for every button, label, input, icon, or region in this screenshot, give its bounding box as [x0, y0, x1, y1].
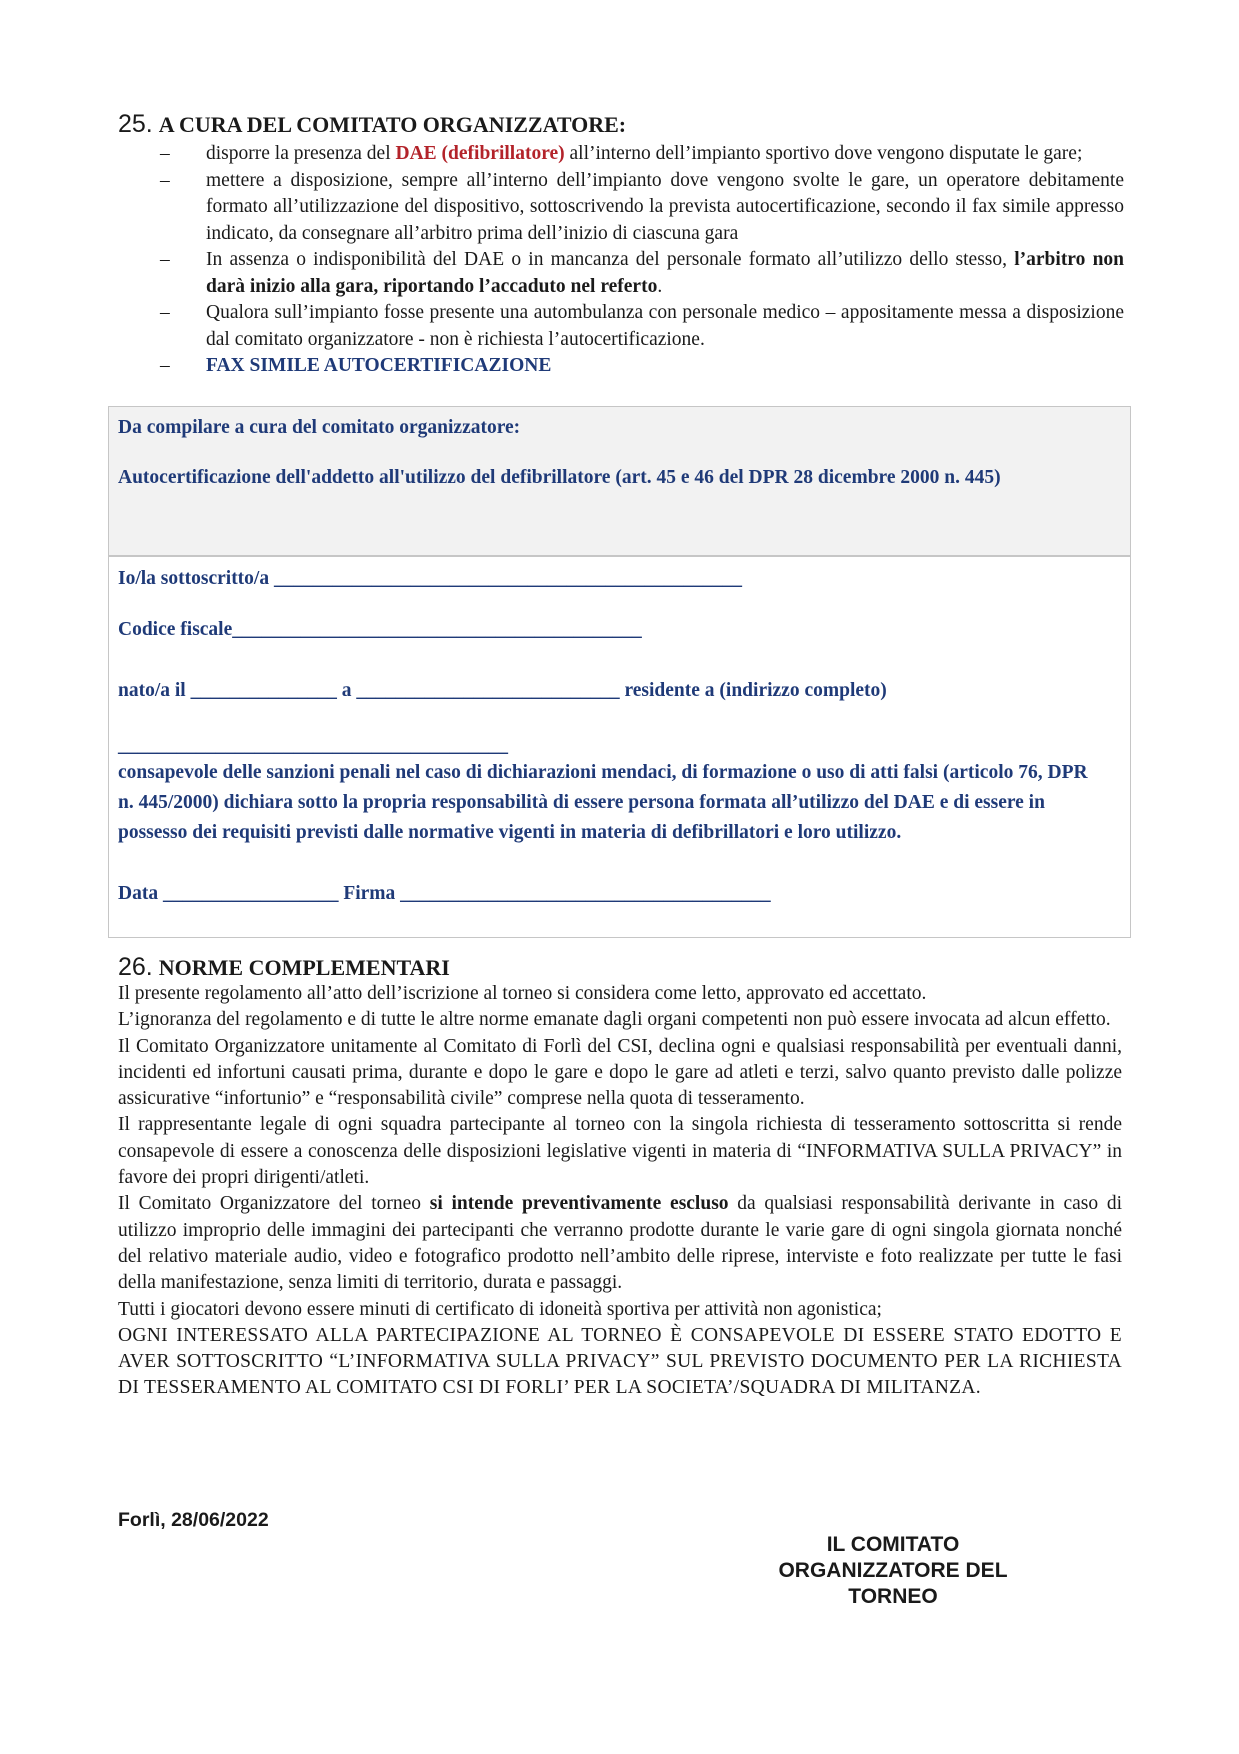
dae-highlight: DAE (defibrillatore) [395, 143, 565, 164]
bullet-dash: – [160, 302, 170, 323]
section-26-title: NORME COMPLEMENTARI [158, 955, 450, 980]
bullet-dash: – [160, 143, 170, 164]
section-25-bullet-list [160, 141, 1124, 380]
section-25-heading [118, 110, 626, 139]
paragraph: Il presente regolamento all’atto dell’iscrizione al torneo si considera come letto, approvato ed accettato. [118, 983, 927, 1004]
form-declaration: consapevole delle sanzioni penali nel caso di dichiarazioni mendaci, di formazione o uso di atti falsi (articolo 76, DPR n. 445/2000) dichiara sotto la propria responsabilità di essere persona formata all’utilizzo del DAE e di essere in possesso dei requisiti previsti dalle normative vigenti in materia di defibrillatori e loro utilizzo. [118, 762, 1088, 843]
fax-simile-heading: FAX SIMILE AUTOCERTIFICAZIONE [206, 355, 552, 376]
signature-line-3: TORNEO [848, 1585, 938, 1608]
paragraph: Il Comitato Organizzatore unitamente al Comitato di Forlì del CSI, declina ogni e qualsiasi responsabilità per eventuali danni, incidenti ed infortuni causati prima, durante e dopo le gare e dopo le gare ad atleti e terzi, salvo quanto previsto dalle polizze assicurative “infortunio” e “responsabilità civile” comprese nella quota di tesseramento. [118, 1035, 1122, 1110]
document-date: Forlì, 28/06/2022 [118, 1509, 269, 1531]
paragraph: Il rappresentante legale di ogni squadra partecipante al torneo con la singola richiesta di tesseramento sottoscritta si rende consapevole di essere a conoscenza delle disposizioni legislative vigenti in materia di “INFORMATIVA SULLA PRIVACY” in favore dei propri dirigenti/atleti. [118, 1114, 1122, 1189]
form-fiscal-code-line[interactable]: Codice fiscale__________________________________________ [118, 619, 642, 640]
signature-line-2: ORGANIZZATORE DEL [778, 1559, 1008, 1582]
bullet-text: disporre la presenza del [206, 143, 396, 164]
form-address-line[interactable]: ________________________________________ [118, 735, 508, 756]
bullet-text: . [657, 275, 663, 297]
list-item [160, 141, 1124, 168]
bullet-text: mettere a disposizione, sempre all’interno dell’impianto dove vengono svolte le gare, un operatore debitamente formato all’utilizzazione del dispositivo, sottoscrivendo la prevista autocertificazione, secondo il fax simile appresso indicato, da consegnare all’arbitro prima dell’inizio di ciascuna gara [206, 169, 1124, 244]
paragraph: L’ignoranza del regolamento e di tutte le altre norme emanate dagli organi competenti non può essere invocata ad alcun effetto. [118, 1009, 1111, 1031]
list-item [160, 300, 1124, 353]
paragraph-text: Il Comitato Organizzatore del torneo [118, 1193, 430, 1215]
form-subtitle: Autocertificazione dell'addetto all'utilizzo del defibrillatore (art. 45 e 46 del DPR 28 dicembre 2000 n. 445) [118, 467, 1001, 488]
signature-block [748, 1532, 1038, 1610]
form-birth-residence-line[interactable]: nato/a il _______________ a ___________________________ residente a (indirizzo completo) [118, 680, 887, 701]
signature-line-1: IL COMITATO [826, 1533, 960, 1556]
form-name-line[interactable]: Io/la sottoscritto/a ________________________________________________ [118, 568, 742, 589]
bullet-dash: – [160, 355, 170, 376]
bullet-dash: – [160, 249, 170, 270]
paragraph [118, 1191, 1122, 1296]
list-item [160, 247, 1124, 300]
paragraph-bold-text: si intende preventivamente escluso [429, 1193, 729, 1215]
paragraph-uppercase: OGNI INTERESSATO ALLA PARTECIPAZIONE AL TORNEO È CONSAPEVOLE DI ESSERE STATO EDOTTO E AVER SOTTOSCRITTO “L’INFORMATIVA SULLA PRIVACY” SUL PREVISTO DOCUMENTO PER LA RICHIESTA DI TESSERAMENTO AL COMITATO CSI DI FORLI’ PER LA SOCIETA’/SQUADRA DI MILITANZA. [118, 1324, 1122, 1399]
section-25-title: A CURA DEL COMITATO ORGANIZZATORE: [158, 112, 627, 137]
paragraph: Tutti i giocatori devono essere minuti di certificato di idoneità sportiva per attività non agonistica; [118, 1298, 882, 1320]
paragraph-text: da qualsiasi responsabilità derivante in caso di utilizzo improprio delle immagini dei partecipanti che verranno prodotte durante le varie gare di ogni singola giornata nonché del relativo materiale audio, video e fotografico prodotto nell’ambito delle riprese, interviste e foto realizzate per tutte le fasi della manifestazione, senza limiti di territorio, durata e passaggi. [118, 1193, 1123, 1294]
list-item [160, 168, 1124, 248]
form-date-signature-line[interactable]: Data __________________ Firma ______________________________________ [118, 883, 771, 904]
list-item [160, 353, 1124, 380]
bullet-text: Qualora sull’impianto fosse presente una autombulanza con personale medico – appositamente messa a disposizione dal comitato organizzatore - non è richiesta l’autocertificazione. [206, 302, 1124, 350]
bullet-text: In assenza o indisponibilità del DAE o in mancanza del personale formato all’utilizzo dello stesso, [206, 249, 1008, 270]
bullet-bold-text: l’arbitro non darà inizio alla gara, riportando l’accaduto nel referto [206, 249, 1125, 297]
bullet-text: all’interno dell’impianto sportivo dove vengono disputate le gare; [564, 143, 1083, 164]
section-26-body [118, 981, 1122, 1402]
section-26-heading [118, 953, 450, 982]
form-header: Da compilare a cura del comitato organizzatore: [118, 417, 521, 438]
section-26-number: 26. [118, 953, 153, 981]
bullet-dash: – [160, 169, 170, 191]
section-25-number: 25. [118, 110, 153, 138]
